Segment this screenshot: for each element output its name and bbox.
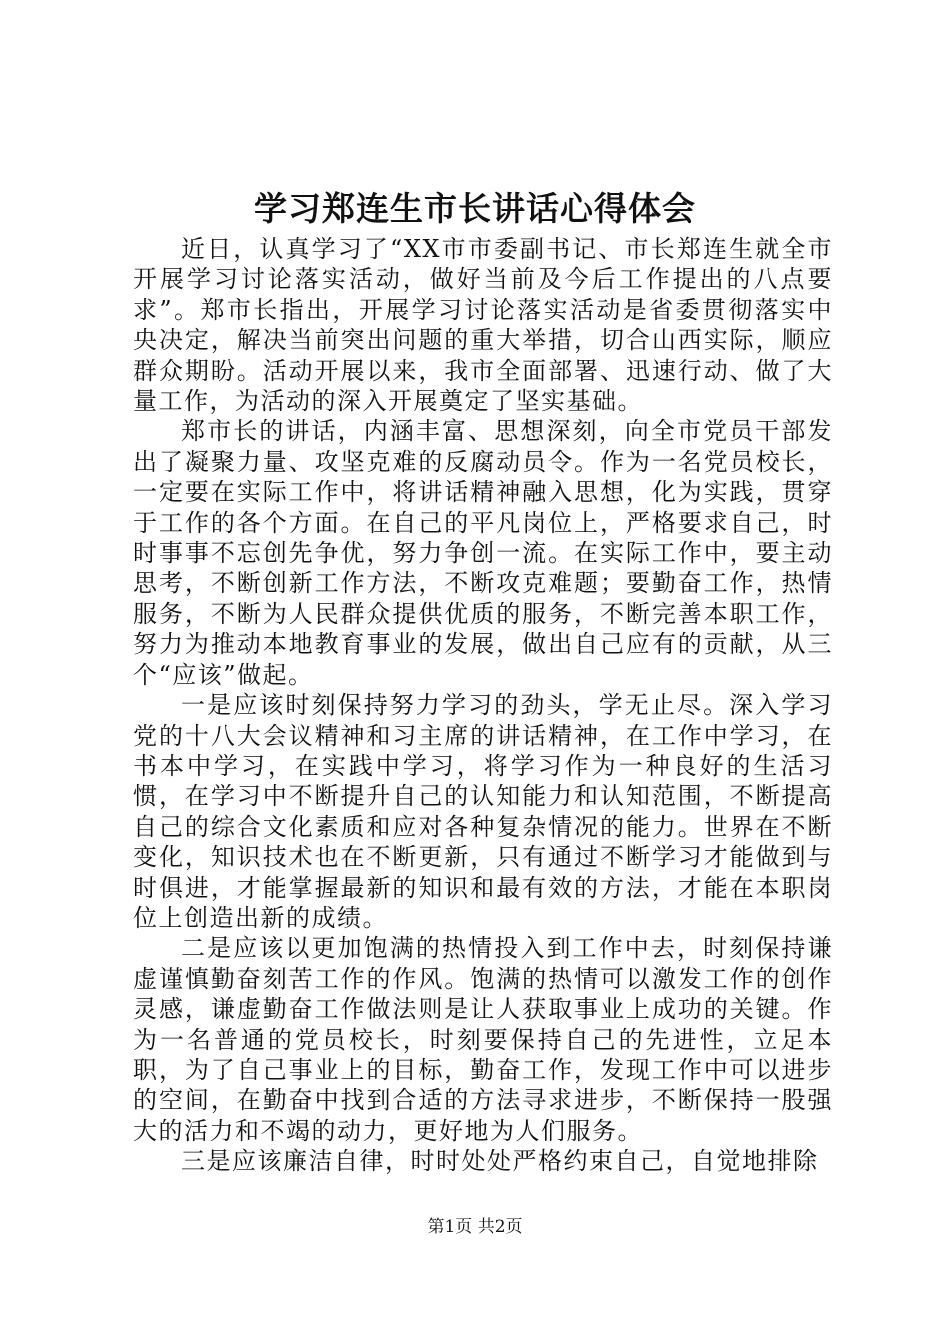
paragraph-point-two: 二是应该以更加饱满的热情投入到工作中去，时刻保持谦虚谨慎勤奋刻苦工作的作风。饱满的热情可以激发工作的创作灵感，谦虚勤奋工作做法则是让人获取事业上成功的关键。作为一名普通的党员校长，时刻要保持自己的先进性，立足本职，为了自己事业上的目标，勤奋工作，发现工作中可以进步的空间，在勤奋中找到合适的方法寻求进步，不断保持一股强大的活力和不竭的动力，更好地为人们服务。 bbox=[133, 934, 833, 1145]
paragraph-speech-summary: 郑市长的讲话，内涵丰富、思想深刻，向全市党员干部发出了凝聚力量、攻坚克难的反腐动员令。作为一名党员校长，一定要在实际工作中，将讲话精神融入思想，化为实践，贯穿于工作的各个方面。在自己的平凡岗位上，严格要求自己，时时事事不忘创先争优，努力争创一流。在实际工作中，要主动思考，不断创新工作方法，不断攻克难题；要勤奋工作，热情服务，不断为人民群众提供优质的服务，不断完善本职工作，努力为推动本地教育事业的发展，做出自己应有的贡献，从三个“应该”做起。 bbox=[133, 417, 833, 689]
paragraph-point-one: 一是应该时刻保持努力学习的劲头，学无止尽。深入学习党的十八大会议精神和习主席的讲话精神，在工作中学习，在书本中学习，在实践中学习，将学习作为一种良好的生活习惯，在学习中不断提升自己的认知能力和认知范围，不断提高自己的综合文化素质和应对各种复杂情况的能力。世界在不断变化，知识技术也在不断更新，只有通过不断学习才能做到与时俱进，才能掌握最新的知识和最有效的方法，才能在本职岗位上创造出新的成绩。 bbox=[133, 691, 833, 932]
document-title: 学习郑连生市长讲话心得体会 bbox=[254, 189, 696, 228]
paragraph-intro: 近日，认真学习了“XX市市委副书记、市长郑连生就全市开展学习讨论落实活动，做好当前及今后工作提出的八点要求”。郑市长指出，开展学习讨论落实活动是省委贯彻落实中央决定，解决当前突出问题的重大举措，切合山西实际，顺应群众期盼。活动开展以来，我市全面部署、迅速行动、做了大量工作，为活动的深入开展奠定了坚实基础。 bbox=[133, 235, 833, 416]
document-body bbox=[133, 234, 833, 1177]
paragraph-point-three: 三是应该廉洁自律，时时处处严格约束自己，自觉地排除 bbox=[181, 1147, 819, 1176]
page-number-footer: 第1页 共2页 bbox=[427, 1217, 523, 1237]
